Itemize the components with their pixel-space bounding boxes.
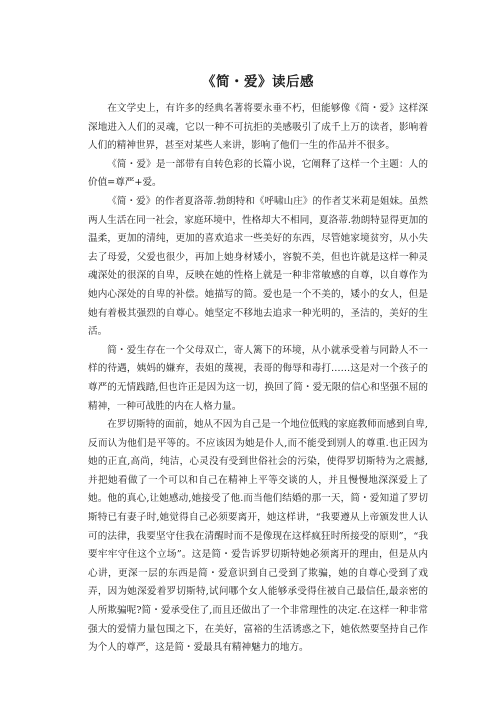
paragraph-4: 简・爱生存在一个父母双亡，寄人篱下的环境，从小就承受着与同龄人不一样的待遇，姨妈的嫌弃，表姐的蔑视，表哥的侮辱和毒打……这是对一个孩子的尊严的无情践踏,但也许正是因为这一切，换回了简・爱无限的信心和坚强不屈的精神，一种可战胜的内在人格力量。 (88, 344, 428, 412)
paragraph-2: 《简・爱》是一部带有自转色彩的长篇小说，它阐释了这样一个主题：人的价值=尊严+爱。 (88, 158, 428, 189)
paragraph-5: 在罗切斯特的面前，她从不因为自己是一个地位低贱的家庭教师而感到自卑,反而认为他们是平等的。不应该因为她是仆人,而不能受到别人的尊重.也正因为她的正直,高尚，纯洁，心灵没有受到世俗社会的污染，使得罗切斯特为之震撼,并把她看做了一个可以和自己在精神上平等交谈的人，并且慢慢地深深爱上了她。他的真心,让她感动,她接受了他.而当他们结婚的那一天，简・爱知道了罗切斯特已有妻子时,她觉得自己必须要离开，她这样讲，“我要遵从上帝颁发世人认可的法律，我要坚守住我在清醒时而不是像现在这样疯狂时所接受的原则”，“我要牢牢守住这个立场”。这是简・爱告诉罗切斯特她必须离开的理由，但是从内心讲，更深一层的东西是简・爱意识到自己受到了欺骗，她的自尊心受到了戏弄，因为她深爱着罗切斯特,试问哪个女人能够承受得住被自己最信任,最亲密的人所欺骗呢?简・爱承受住了,而且还做出了一个非常理性的决定.在这样一种非常强大的爱情力量包围之下，在美好，富裕的生活诱惑之下，她依然要坚持自己作为个人的尊严，这是简・爱最具有精神魅力的地方。 (88, 419, 428, 654)
paragraph-1: 在文学史上，有许多的经典名著将要永垂不朽，但能够像《简・爱》这样深深地进入人们的灵魂，它以一种不可抗拒的美感吸引了成千上万的读者，影响着人们的精神世界，甚至对某些人来讲，影响了他们一生的作品并不很多。 (88, 103, 428, 152)
document-title: 《简・爱》读后感 (202, 74, 314, 90)
paragraph-3: 《简・爱》的作者夏洛蒂.勃朗特和《呼啸山庄》的作者艾米莉是姐妹。虽然两人生活在同一社会，家庭环境中，性格却大不相同，夏洛蒂.勃朗特显得更加的温柔，更加的清纯，更加的喜欢追求一些美好的东西，尽管她家境贫穷，从小失去了母爱，父爱也很少，再加上她身材矮小，容貌不美，但也许就是这样一种灵魂深处的很深的自卑，反映在她的性格上就是一种非常敏感的自尊，以自尊作为她内心深处的自卑的补偿。她描写的简。爱也是一个不美的，矮小的女人，但是她有着极其强烈的自尊心。她坚定不移地去追求一种光明的，圣洁的，美好的生活。 (88, 195, 428, 338)
